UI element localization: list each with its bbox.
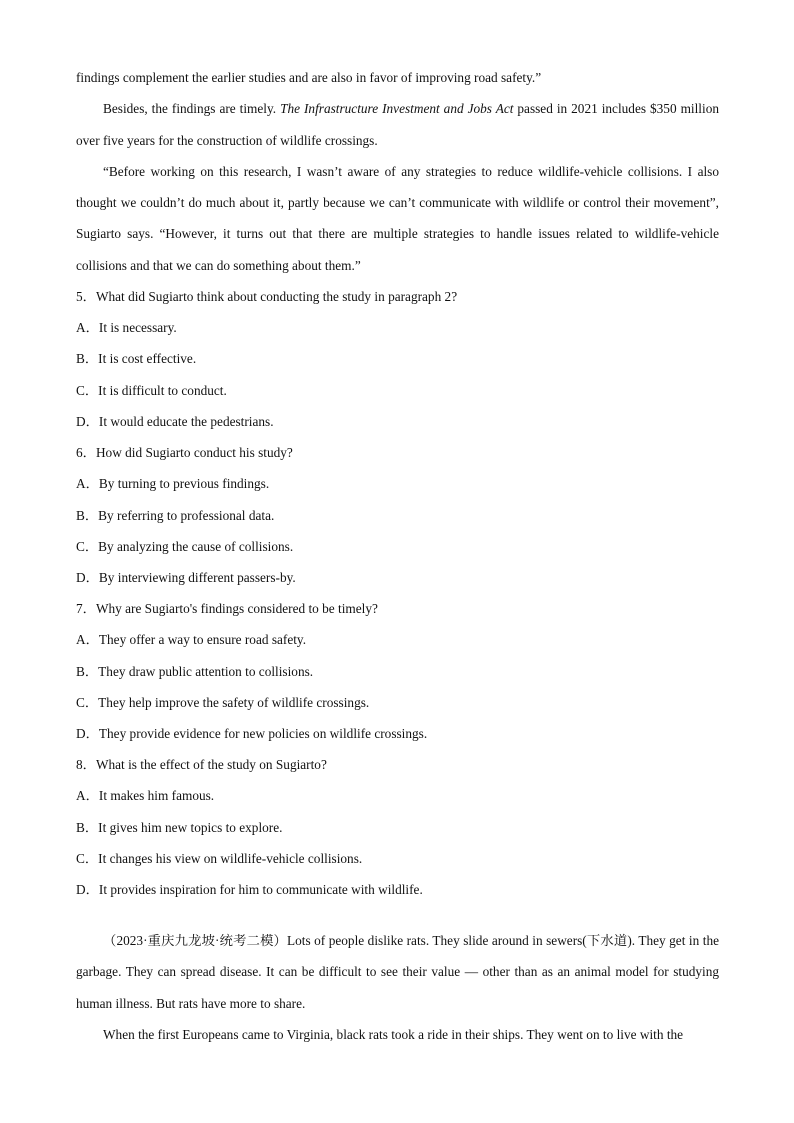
option-letter: D． bbox=[76, 569, 99, 585]
option-text: By analyzing the cause of collisions. bbox=[98, 538, 294, 554]
question-7-option-d bbox=[76, 718, 719, 749]
option-text: They provide evidence for new policies on wildlife crossings. bbox=[98, 725, 428, 741]
passage-a-paragraph-3: “Before working on this research, I wasn’t aware of any strategies to reduce wildlife-vehicle collisions. I also thought we couldn’t do much about it, partly because we can’t communicate with wildlife or control their movement”, Sugiarto says. “However, it turns out that there are multiple strategies to handle issues related to wildlife-vehicle collisions and that we can do something about them.” bbox=[76, 163, 719, 273]
option-letter: D． bbox=[76, 725, 99, 741]
option-text: It makes him famous. bbox=[98, 788, 215, 804]
question-5-option-d bbox=[76, 406, 719, 437]
option-text: It provides inspiration for him to communicate with wildlife. bbox=[98, 881, 423, 897]
option-text: They help improve the safety of wildlife crossings. bbox=[98, 694, 370, 710]
passage-a-paragraph-2 bbox=[76, 93, 719, 156]
question-6-option-d bbox=[76, 562, 719, 593]
option-letter: C． bbox=[76, 538, 99, 554]
option-letter: C． bbox=[76, 694, 99, 710]
page-content bbox=[76, 62, 719, 1050]
option-letter: B． bbox=[76, 351, 99, 367]
option-text: By referring to professional data. bbox=[98, 507, 275, 523]
question-6-option-c bbox=[76, 531, 719, 562]
question-8-option-b bbox=[76, 812, 719, 843]
option-letter: A． bbox=[76, 476, 99, 492]
question-8-option-a bbox=[76, 780, 719, 811]
option-text: By interviewing different passers-by. bbox=[98, 569, 296, 585]
question-8-stem: 8．What is the effect of the study on Sugiarto? bbox=[76, 757, 327, 773]
paragraph-2-text-end: passed in 2021 includes $350 million over five years for the construction of wildlife crossings. bbox=[76, 101, 719, 148]
option-letter: B． bbox=[76, 507, 99, 523]
question-7-option-c bbox=[76, 687, 719, 718]
passage-b-paragraph-1: （2023·重庆九龙坡·统考二模）Lots of people dislike rats. They slide around in sewers(下水道). They get in the garbage. They can spread disease. It can be difficult to see their value — other than as an animal model for studying human illness. But rats have more to share. bbox=[76, 933, 719, 1011]
question-8-option-c bbox=[76, 843, 719, 874]
option-text: They offer a way to ensure road safety. bbox=[98, 632, 307, 648]
section-gap bbox=[76, 905, 719, 925]
question-7-option-b bbox=[76, 656, 719, 687]
option-letter: A． bbox=[76, 320, 99, 336]
option-text: It is cost effective. bbox=[98, 351, 197, 367]
option-text: It would educate the pedestrians. bbox=[98, 413, 274, 429]
option-letter: A． bbox=[76, 788, 99, 804]
option-letter: D． bbox=[76, 413, 99, 429]
option-text: It is difficult to conduct. bbox=[98, 382, 227, 398]
option-letter: C． bbox=[76, 382, 99, 398]
question-6-option-b bbox=[76, 500, 719, 531]
option-text: It is necessary. bbox=[98, 320, 177, 336]
question-7-stem: 7．Why are Sugiarto's findings considered to be timely? bbox=[76, 601, 378, 617]
option-letter: B． bbox=[76, 819, 99, 835]
question-6-stem: 6．How did Sugiarto conduct his study? bbox=[76, 445, 293, 461]
act-title: The Infrastructure Investment and Jobs Act bbox=[280, 101, 514, 117]
paragraph-2-text-start: Besides, the findings are timely. bbox=[103, 101, 281, 117]
option-letter: B． bbox=[76, 663, 99, 679]
passage-b-paragraph-2: When the first Europeans came to Virginia, black rats took a ride in their ships. They went on to live with the bbox=[103, 1027, 684, 1043]
question-5-option-a bbox=[76, 312, 719, 343]
option-text: It changes his view on wildlife-vehicle collisions. bbox=[98, 850, 363, 866]
option-text: It gives him new topics to explore. bbox=[98, 819, 283, 835]
question-5-stem: 5．What did Sugiarto think about conducting the study in paragraph 2? bbox=[76, 289, 458, 305]
question-8-option-d bbox=[76, 874, 719, 905]
question-5-option-b bbox=[76, 343, 719, 374]
question-7-option-a bbox=[76, 624, 719, 655]
question-5-option-c bbox=[76, 375, 719, 406]
question-6-option-a bbox=[76, 468, 719, 499]
passage-a-paragraph-tail: findings complement the earlier studies and are also in favor of improving road safety.” bbox=[76, 70, 542, 85]
option-letter: C． bbox=[76, 850, 99, 866]
option-letter: D． bbox=[76, 881, 99, 897]
option-text: They draw public attention to collisions. bbox=[98, 663, 314, 679]
option-letter: A． bbox=[76, 632, 99, 648]
option-text: By turning to previous findings. bbox=[98, 476, 270, 492]
